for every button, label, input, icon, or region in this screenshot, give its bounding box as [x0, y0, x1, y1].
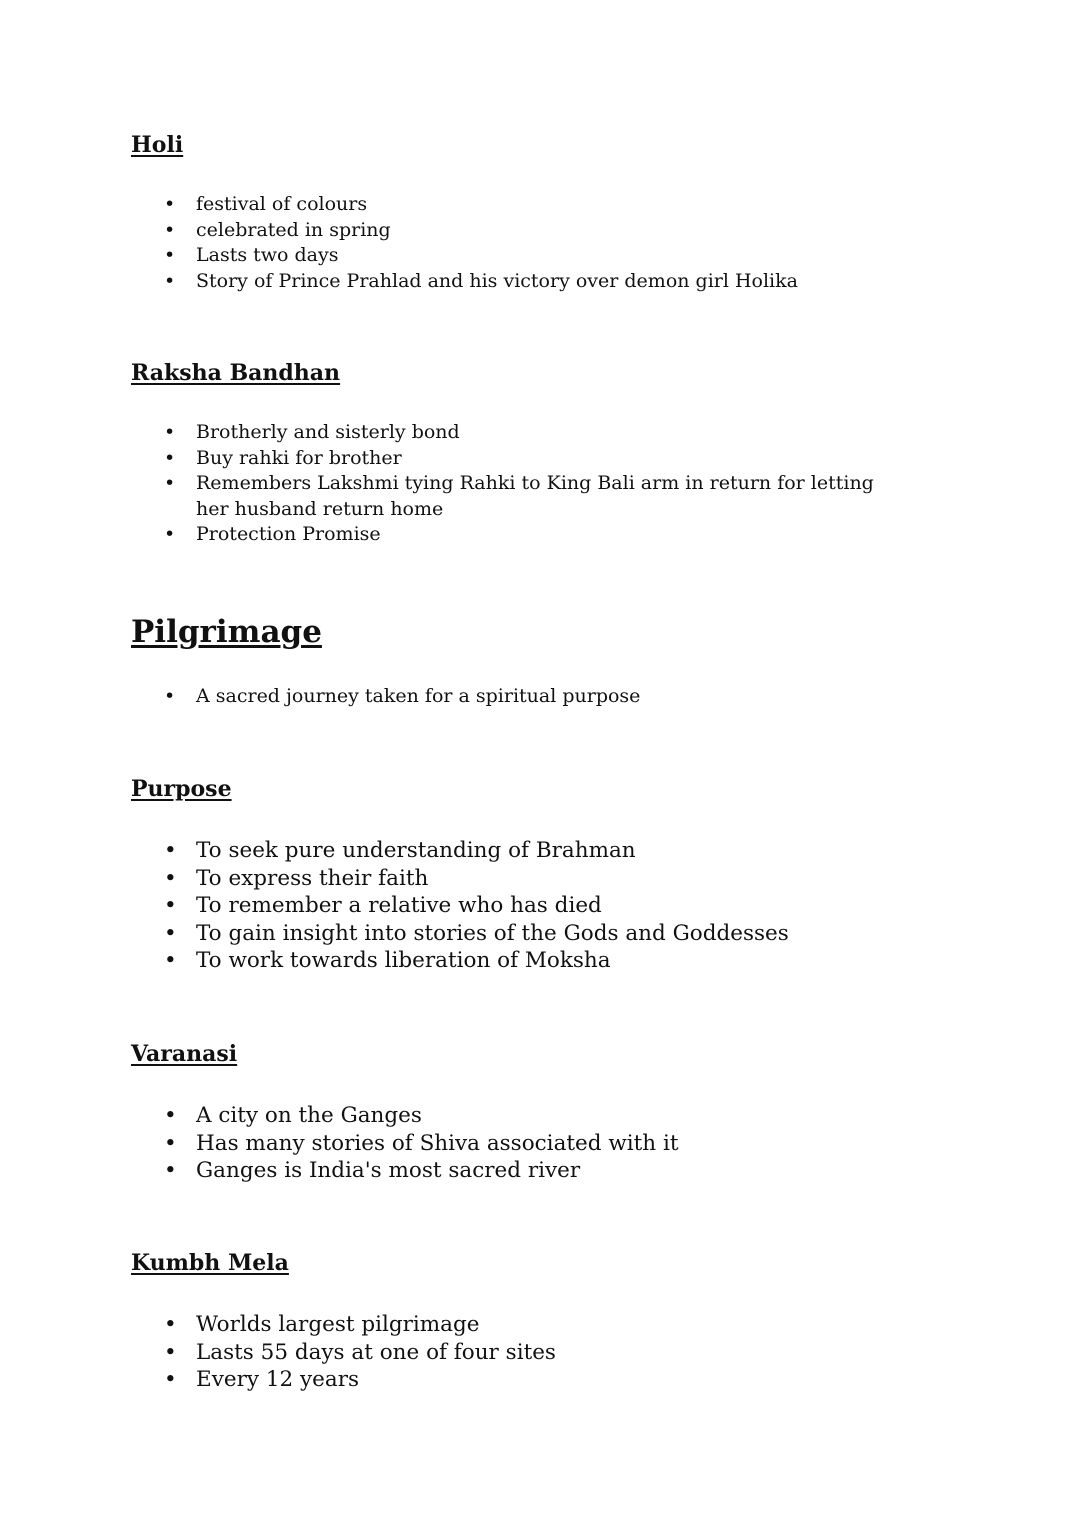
list-item: • To work towards liberation of Moksha	[164, 948, 611, 973]
list-item: • To gain insight into stories of the Gods and Goddesses	[164, 920, 789, 946]
bullet-icon: •	[164, 421, 176, 443]
section-pilgrimage	[131, 614, 981, 707]
section-purpose	[131, 776, 981, 973]
bullet-icon: •	[164, 920, 177, 946]
section-kumbh-mela	[131, 1250, 981, 1392]
section-varanasi	[131, 1041, 981, 1183]
bullet-list	[131, 1102, 891, 1185]
bullet-icon: •	[164, 865, 177, 891]
bullet-icon: •	[164, 218, 176, 241]
bullet-list	[131, 837, 891, 975]
list-item: • Ganges is India's most sacred river	[164, 1158, 581, 1183]
list-item: • Has many stories of Shiva associated with it	[164, 1130, 679, 1156]
bullet-icon: •	[164, 948, 177, 973]
bullet-list	[131, 420, 891, 548]
bullet-icon: •	[164, 244, 176, 267]
bullet-icon: •	[164, 472, 176, 495]
bullet-icon: •	[164, 523, 176, 546]
bullet-icon: •	[164, 1312, 177, 1337]
section-heading: Holi	[131, 132, 184, 158]
list-item: • Brotherly and sisterly bond	[131, 420, 891, 446]
list-item: • A city on the Ganges	[164, 1103, 422, 1128]
bullet-icon: •	[164, 893, 177, 918]
list-item: • Lasts 55 days at one of four sites	[164, 1339, 556, 1365]
list-item: • Protection Promise	[131, 522, 891, 548]
section-heading: Varanasi	[131, 1041, 238, 1067]
section-holi	[131, 132, 981, 292]
bullet-icon: •	[164, 446, 176, 469]
list-item: • Worlds largest pilgrimage	[164, 1312, 480, 1337]
bullet-list	[131, 684, 891, 710]
section-raksha-bandhan	[131, 360, 981, 546]
list-item: • A sacred journey taken for a spiritual purpose	[131, 684, 891, 710]
bullet-icon: •	[164, 1130, 177, 1156]
bullet-icon: •	[164, 1367, 177, 1392]
list-item: • Remembers Lakshmi tying Rahki to King Bali arm in return for letting her husband return home	[164, 472, 874, 520]
bullet-icon: •	[164, 685, 176, 707]
bullet-list	[131, 192, 891, 294]
section-heading: Kumbh Mela	[131, 1250, 289, 1276]
list-item: • To express their faith	[164, 865, 429, 891]
list-item: • To remember a relative who has died	[164, 893, 602, 918]
list-item: • To seek pure understanding of Brahman	[164, 838, 636, 863]
bullet-icon: •	[164, 1158, 177, 1183]
list-item: • celebrated in spring	[131, 218, 891, 244]
bullet-icon: •	[164, 193, 176, 215]
list-item: • festival of colours	[131, 192, 891, 218]
list-item: • Lasts two days	[131, 243, 891, 269]
bullet-icon: •	[164, 838, 177, 863]
bullet-icon: •	[164, 1339, 177, 1365]
bullet-icon: •	[164, 269, 176, 292]
bullet-list	[131, 1311, 891, 1394]
section-heading: Raksha Bandhan	[131, 360, 341, 386]
list-item: • Every 12 years	[164, 1367, 360, 1392]
bullet-icon: •	[164, 1103, 177, 1128]
list-item: • Buy rahki for brother	[131, 446, 891, 472]
list-item: • Story of Prince Prahlad and his victory over demon girl Holika	[131, 269, 891, 295]
page-title: Pilgrimage	[131, 614, 322, 650]
section-heading: Purpose	[131, 776, 232, 802]
